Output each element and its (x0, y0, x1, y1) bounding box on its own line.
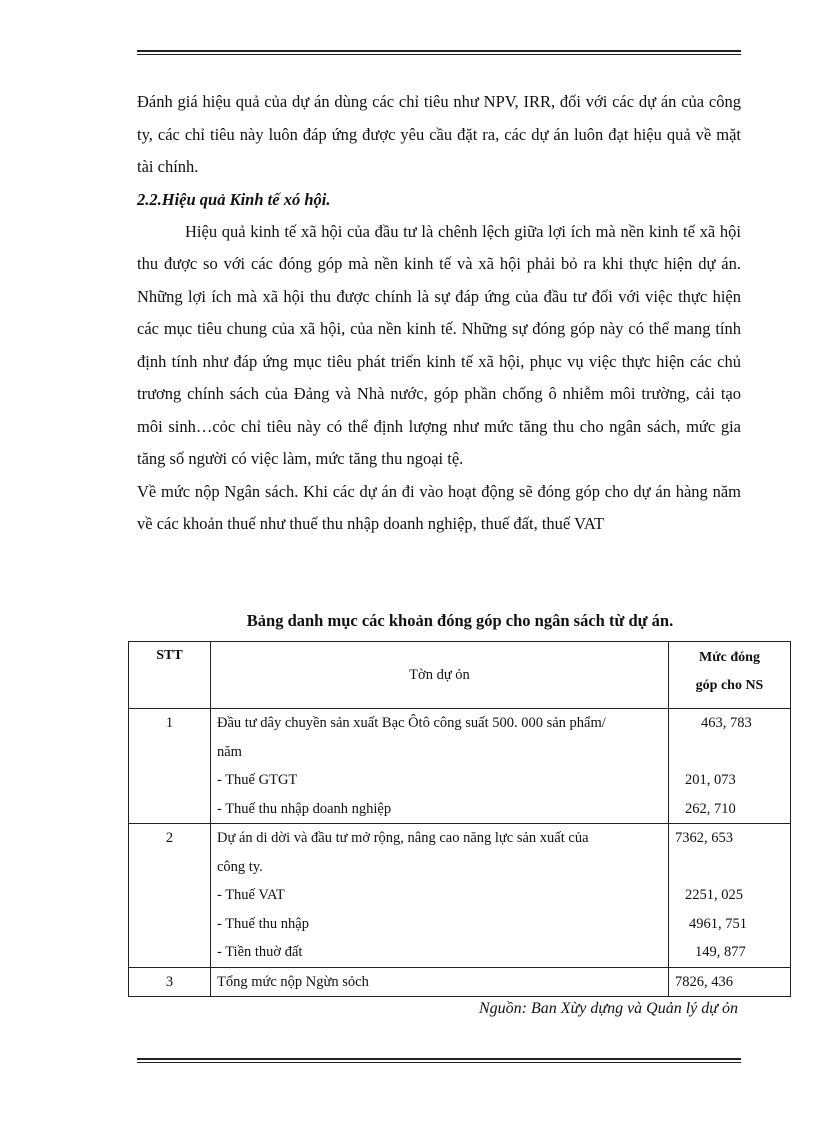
table-source: Nguồn: Ban Xừy dựng và Quản lý dự ỏn (478, 1000, 738, 1017)
section-heading: 2.2.Hiệu quả Kinh tế xó hội. (137, 189, 331, 209)
row-value (669, 738, 790, 767)
row-stt: 2 (129, 824, 211, 968)
row-values (669, 967, 791, 997)
table-row-total (129, 967, 791, 997)
header-contribution (669, 642, 791, 709)
header-rule (137, 50, 741, 55)
row-values (669, 709, 791, 824)
row-project (211, 967, 669, 997)
table-caption: Bảng danh mục các khoản đóng góp cho ngân sách từ dự án. (246, 611, 674, 630)
header-stt: STT (129, 642, 211, 709)
row-line: công ty. (217, 858, 263, 875)
row-line: Đầu tư dây chuyền sản xuất Bạc Ôtô công suất 500. 000 sản phẩm/ (217, 715, 606, 731)
row-line: - Thuế thu nhập (217, 915, 309, 932)
table-row (129, 709, 791, 824)
row-value: 4961, 751 (689, 915, 747, 932)
row-value: 7362, 653 (675, 830, 733, 846)
table-row (129, 824, 791, 968)
header-contribution-line2: góp cho NS (695, 678, 764, 693)
paragraph-socioeconomic-efficiency: Hiệu quả kinh tế xã hội của đầu tư là chênh lệch giữa lợi ích mà nền kinh tế xã hội thu được so với các đóng góp mà nền kinh tế và xã hội phải bỏ ra khi thực hiện dự án. Những lợi ích mà xã hội thu được chính là sự đáp ứng của đầu tư đối với việc thực hiện các mục tiêu chung của xã hội, của nền kinh tế. Những sự đóng góp này có thể mang tính định tính như đáp ứng mục tiêu phát triển kinh tế xã hội, phục vụ việc thực hiện các chủ trương chính sách của Đảng và Nhà nước, góp phần chống ô nhiễm môi trường, cải tạo môi sinh…cỏc chỉ tiêu này có thể định lượng như mức tăng thu cho ngân sách, mức gia tăng số người có việc làm, mức tăng thu ngoại tệ. (137, 221, 741, 468)
body-text (137, 86, 741, 541)
footer-rule (137, 1058, 741, 1063)
row-line: - Thuế GTGT (217, 772, 298, 788)
row-value: 7826, 436 (675, 973, 733, 990)
row-project (211, 709, 669, 824)
header-project-name: Tờn dự ỏn (211, 642, 669, 709)
row-value: 262, 710 (685, 800, 736, 817)
table-header-row (129, 642, 791, 709)
row-line: Dự án di dời và đầu tư mở rộng, nâng cao năng lực sản xuất của (217, 830, 589, 846)
paragraph-financial-efficiency: Đánh giá hiệu quả của dự án dùng các chỉ tiêu như NPV, IRR, đối với các dự án của công ty, các chỉ tiêu này luôn đáp ứng được yêu cầu đặt ra, các dự án luôn đạt hiệu quả về mặt tài chính. (137, 92, 741, 176)
row-line: - Thuế VAT (217, 887, 285, 903)
row-value: 463, 783 (701, 715, 752, 731)
row-line: - Thuế thu nhập doanh nghiệp (217, 800, 392, 817)
row-values (669, 824, 791, 968)
paragraph-budget-contribution: Về mức nộp Ngân sách. Khi các dự án đi vào hoạt động sẽ đóng góp cho dự án hàng năm về các khoản thuế như thuế thu nhập doanh nghiệp, thuế đất, thuế VAT (137, 481, 741, 533)
row-stt: 3 (129, 967, 211, 997)
row-stt: 1 (129, 709, 211, 824)
row-value: 149, 877 (695, 944, 746, 960)
row-line: - Tiền thuờ đất (217, 944, 303, 960)
budget-table (128, 641, 791, 997)
row-value (669, 853, 790, 882)
row-line: Tổng mức nộp Ngừn sỏch (217, 973, 369, 990)
row-value: 201, 073 (685, 772, 736, 788)
row-line: năm (217, 743, 242, 760)
row-project (211, 824, 669, 968)
header-contribution-line1: Mức đóng (699, 650, 760, 665)
row-value: 2251, 025 (685, 887, 743, 903)
